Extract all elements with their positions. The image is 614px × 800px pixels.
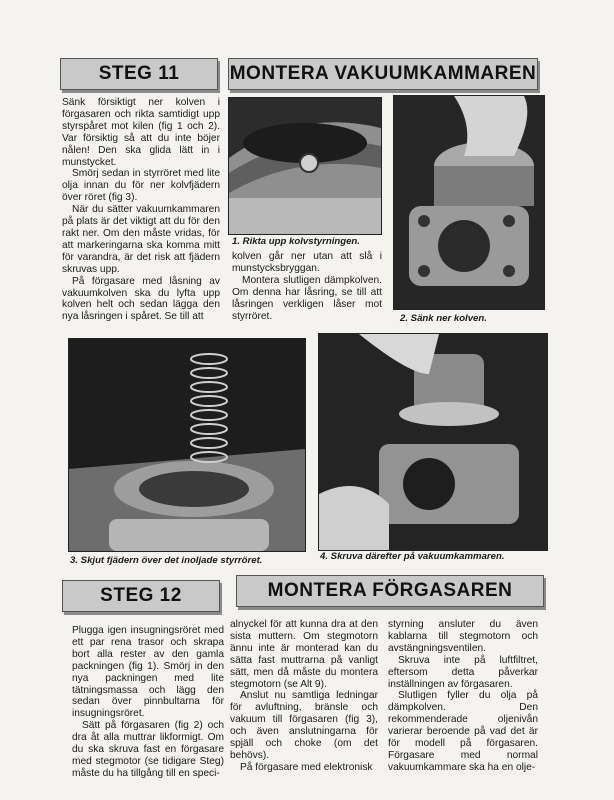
step12-header	[62, 580, 220, 612]
caption-3: 3. Skjut fjädern över det inoljade styrröret.	[70, 555, 263, 566]
step11-header	[60, 58, 218, 90]
paragraph: alnyckel för att kunna dra at den sista muttern. Om stegmotorn ännu inte är monterad kan du sätta fast muttrarna på vanligt sätt, men då måste du montera stegmotorn (se Alt 9).	[230, 619, 378, 690]
step12-title	[236, 575, 544, 607]
paragraph: Anslut nu samtliga ledningar för avluftning, bränsle och vakuum till förgasaren (fig 3), och även anslutningarna för spjäll och choke (om det behövs).	[230, 690, 378, 761]
step12-text-column-1	[72, 625, 224, 780]
step11-title-text: MONTERA VAKUUMKAMMAREN	[229, 63, 537, 84]
paragraph: styrning ansluter du även kablarna till stegmotorn och avstängningsventilen.	[388, 619, 538, 654]
caption-2: 2. Sänk ner kolven.	[400, 313, 487, 324]
paragraph: Montera slutligen dämpkolven. Om denna har låsring, se till att låsringen verkligen låser mot styrröret.	[232, 274, 382, 322]
caption-1: 1. Rikta upp kolvstyrningen.	[232, 236, 360, 247]
paragraph: Sätt på förgasaren (fig 2) och dra åt alla muttrar likformigt. Om du ska skruva fast en förgasare med stegmotor (se tidigare Steg) måste du ha tillgång till en speci-	[72, 720, 224, 779]
photo-4-vacuum-chamber	[318, 333, 548, 551]
paragraph: Sänk försiktigt ner kolven i förgasaren och rikta samtidigt upp styrspåret mot kilen (fig 1 och 2). Var försiktig så att du inte böjer nålen! Den ska glida lätt in i munstycket.	[62, 97, 220, 168]
photo-1-piston-guide	[228, 97, 382, 235]
caption-4: 4. Skruva därefter på vakuumkammaren.	[320, 551, 505, 562]
step12-title-text: MONTERA FÖRGASAREN	[267, 580, 513, 601]
paragraph: kolven går ner utan att slå i munstycksbryggan.	[232, 251, 382, 274]
paragraph: Plugga igen insugningsröret med ett par rena trasor och skrapa bort alla rester av den gamla packningen (fig 1). Smörj in den nya packningen med lite tätningsmassa och lägg den sedan över pinnbultarna för insugningsröret.	[72, 625, 224, 720]
step11-text-column-1	[62, 97, 220, 323]
step11-text-column-2	[232, 251, 382, 322]
step12-text-column-2	[230, 619, 378, 774]
photo-2-lower-piston	[393, 95, 545, 310]
paragraph: När du sätter vakuumkammaren på plats är det viktigt att du för den rakt ner. Om den måste vridas, för att markeringarna ska komma mitt för varandra, är det risk att fjädern skruvas upp.	[62, 204, 220, 275]
photo-3-spring	[68, 338, 306, 552]
paragraph: Skruva inte på luftfiltret, eftersom detta påverkar inställningen av förgasaren.	[388, 654, 538, 690]
paragraph: På förgasare med låsning av vakuumkolven ska du lyfta upp kolven helt och sedan lägga den nya låsringen i spåret. Se till att	[62, 275, 220, 323]
step11-title	[228, 58, 538, 90]
step12-text-column-3	[388, 619, 538, 774]
step12-header-text: STEG 12	[100, 585, 182, 606]
paragraph: På förgasare med elektronisk	[240, 761, 373, 773]
step11-header-text: STEG 11	[98, 63, 180, 84]
paragraph: Slutligen fyller du olja på dämpkolven. Den rekommenderade oljenivån varierar beroende på vad det är för modell på förgasaren. Förgasare med normal vakuumkammare ska ha en olje-	[388, 690, 538, 773]
paragraph: Smörj sedan in styrröret med lite olja innan du för ner kolvfjädern över röret (fig 3).	[62, 168, 220, 204]
